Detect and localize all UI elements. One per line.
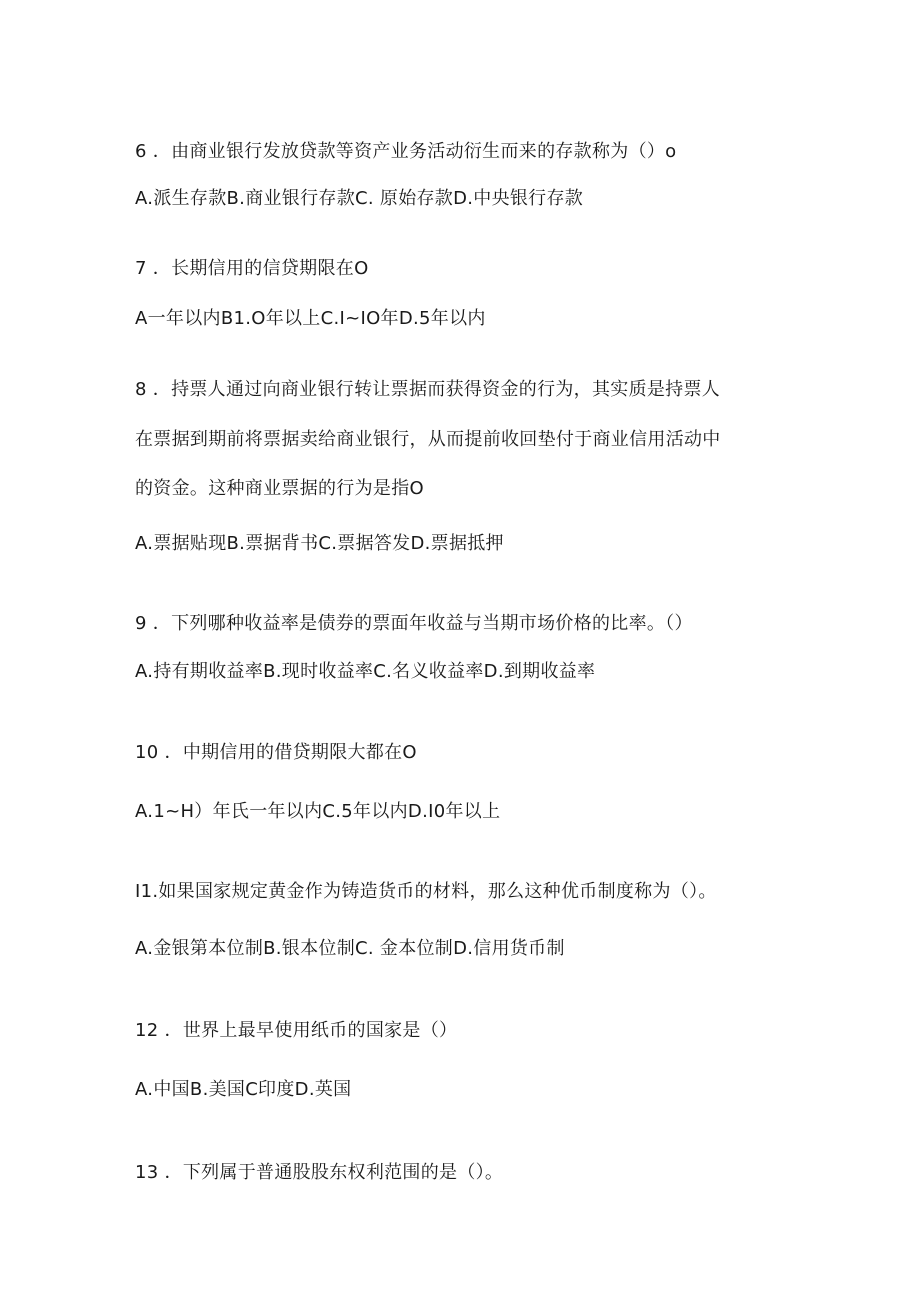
question-13-stem: 13 ．下列属于普通股股东权利范围的是（）。 <box>135 1162 504 1183</box>
question-12-options: A.中国B.美国C印度D.英国 <box>135 1079 352 1100</box>
question-6-stem: 6 ．由商业银行发放贷款等资产业务活动衍生而来的存款称为（）o <box>135 141 677 162</box>
question-9-options: A.持有期收益率B.现时收益率C.名义收益率D.到期收益率 <box>135 661 596 682</box>
question-7-options: A一年以内B1.O年以上C.I~IO年D.5年以内 <box>135 308 486 329</box>
question-6-options: A.派生存款B.商业银行存款C. 原始存款D.中央银行存款 <box>135 188 584 209</box>
question-12-stem: 12 ．世界上最早使用纸币的国家是（） <box>135 1020 458 1041</box>
question-8-stem-line-3: 的资金。这种商业票据的行为是指O <box>135 478 424 499</box>
question-9-stem: 9 ．下列哪种收益率是债券的票面年收益与当期市场价格的比率。（） <box>135 613 693 634</box>
question-11-stem: I1.如果国家规定黄金作为铸造货币的材料，那么这种优币制度称为（）。 <box>135 881 717 902</box>
question-8-options: A.票据贴现B.票据背书C.票据答发D.票据抵押 <box>135 533 504 554</box>
question-11-options: A.金银第本位制B.银本位制C. 金本位制D.信用货币制 <box>135 938 565 959</box>
question-8-stem-line-1: 8 ．持票人通过向商业银行转让票据而获得资金的行为，其实质是持票人 <box>135 379 721 400</box>
question-10-options: A.1~H）年氏一年以内C.5年以内D.I0年以上 <box>135 801 501 822</box>
question-8-stem-line-2: 在票据到期前将票据卖给商业银行，从而提前收回垫付于商业信用活动中 <box>135 429 721 450</box>
question-10-stem: 10 ．中期信用的借贷期限大都在O <box>135 742 417 763</box>
question-7-stem: 7 ．长期信用的信贷期限在O <box>135 258 369 279</box>
